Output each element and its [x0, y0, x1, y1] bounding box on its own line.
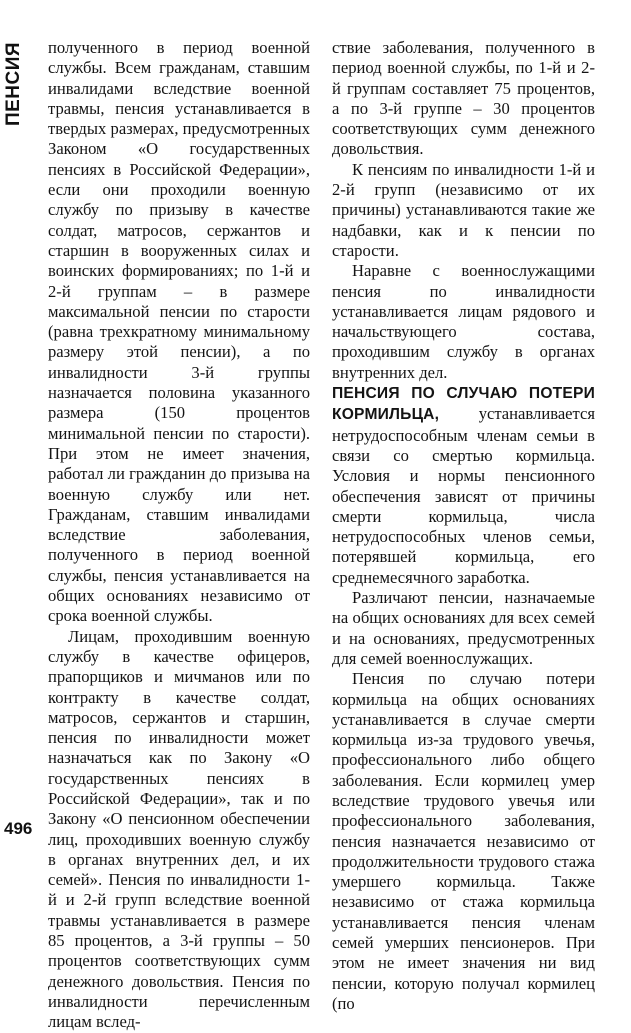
left-paragraph-1: полученного в период военной службы. Всем гражданам, ставшим инвалидами вследствие военной травмы, пенсия устанавливается в твердых размерах, предусмотренных Законом «О государственных пенсиях в Российской Федерации», если они проходили военную службу по призыву в качестве солдат, матросов, сержантов и старшин в вооруженных силах и воинских формированиях; по 1-й и 2-й группам – в размере максимальной пенсии по старости (равна трехкратному минимальному размеру этой пенсии), а по инвалидности 3-й группы назначается половина указанного размера (150 процентов минимальной пенсии по старости). При этом не имеет значения, работал ли гражданин до призыва на военную службу или нет. Гражданам, ставшим инвалидами вследствие заболевания, полученного в период военной службы, пенсия устанавливается на общих основаниях независимо от срока военной службы. [48, 38, 310, 626]
section-label [1, 38, 27, 130]
left-paragraph-2: Лицам, проходившим военную службу в качестве офицеров, прапорщиков и мичманов или по контракту в качестве солдат, матросов, сержантов и старшин, пенсия по инвалидности может назначаться как по Закону «О государственных пенсиях в Российской Федерации», так и по Закону «О пенсионном обеспечении лиц, проходивших военную службу в органах внутренних дел, и их семей». Пенсия по инвалидности 1-й и 2-й групп вследствие военной травмы устанавливается в размере 85 процентов, а 3-й группы – 50 процентов соответствующих сумм денежного довольствия. Пенсия по инвалидности перечисленным лицам вслед- [48, 626, 310, 1032]
right-column [332, 38, 595, 1013]
right-paragraph-2: К пенсиям по инвалидности 1-й и 2-й групп (независимо от их причины) устанавливаются такие же надбавки, как и к пенсии по старости. [332, 159, 595, 260]
right-paragraph-1: ствие заболевания, полученного в период военной службы, по 1-й и 2-й группам составляет 75 процентов, а по 3-й группе – 30 процентов соответствующих сумм денежного довольствия. [332, 38, 595, 159]
right-paragraph-6: Пенсия по случаю потери кормильца на общих основаниях устанавливается в случае смерти кормильца из-за трудового увечья, профессионального либо общего заболевания. Если кормилец умер вследствие трудового увечья или профессионального заболевания, пенсия назначается независимо от продолжительности трудового стажа умершего кормильца. Также независимо от стажа кормильца устанавливается пенсия членам семей умерших пенсионеров. При этом не имеет значения ни вид пенсии, которую получал кормилец (по [332, 669, 595, 1013]
page-number: 496 [4, 819, 33, 838]
right-paragraph-4-text: устанавливается нетрудоспособным членам семьи в связи со смертью кормильца. Условия и нормы пенсионного обеспечения зависят от причины смерти кормильца, числа нетрудоспособных членов семьи, потерявшей кормильца, его среднемесячного заработка. [332, 404, 595, 587]
right-paragraph-4 [332, 383, 595, 588]
right-paragraph-5: Различают пенсии, назначаемые на общих основаниях для всех семей и на основаниях, предусмотренных для семей военнослужащих. [332, 588, 595, 668]
section-heading: ПЕНСИЯ ПО СЛУЧАЮ ПОТЕРИ КОРМИЛЬЦА, [332, 385, 595, 424]
right-paragraph-3: Наравне с военнослужащими пенсия по инвалидности устанавливается лицам рядового и начальствующего состава, проходившим службу в органах внутренних дел. [332, 261, 595, 382]
section-label-text: ПЕНСИЯ [3, 41, 24, 127]
left-column [48, 38, 310, 1032]
